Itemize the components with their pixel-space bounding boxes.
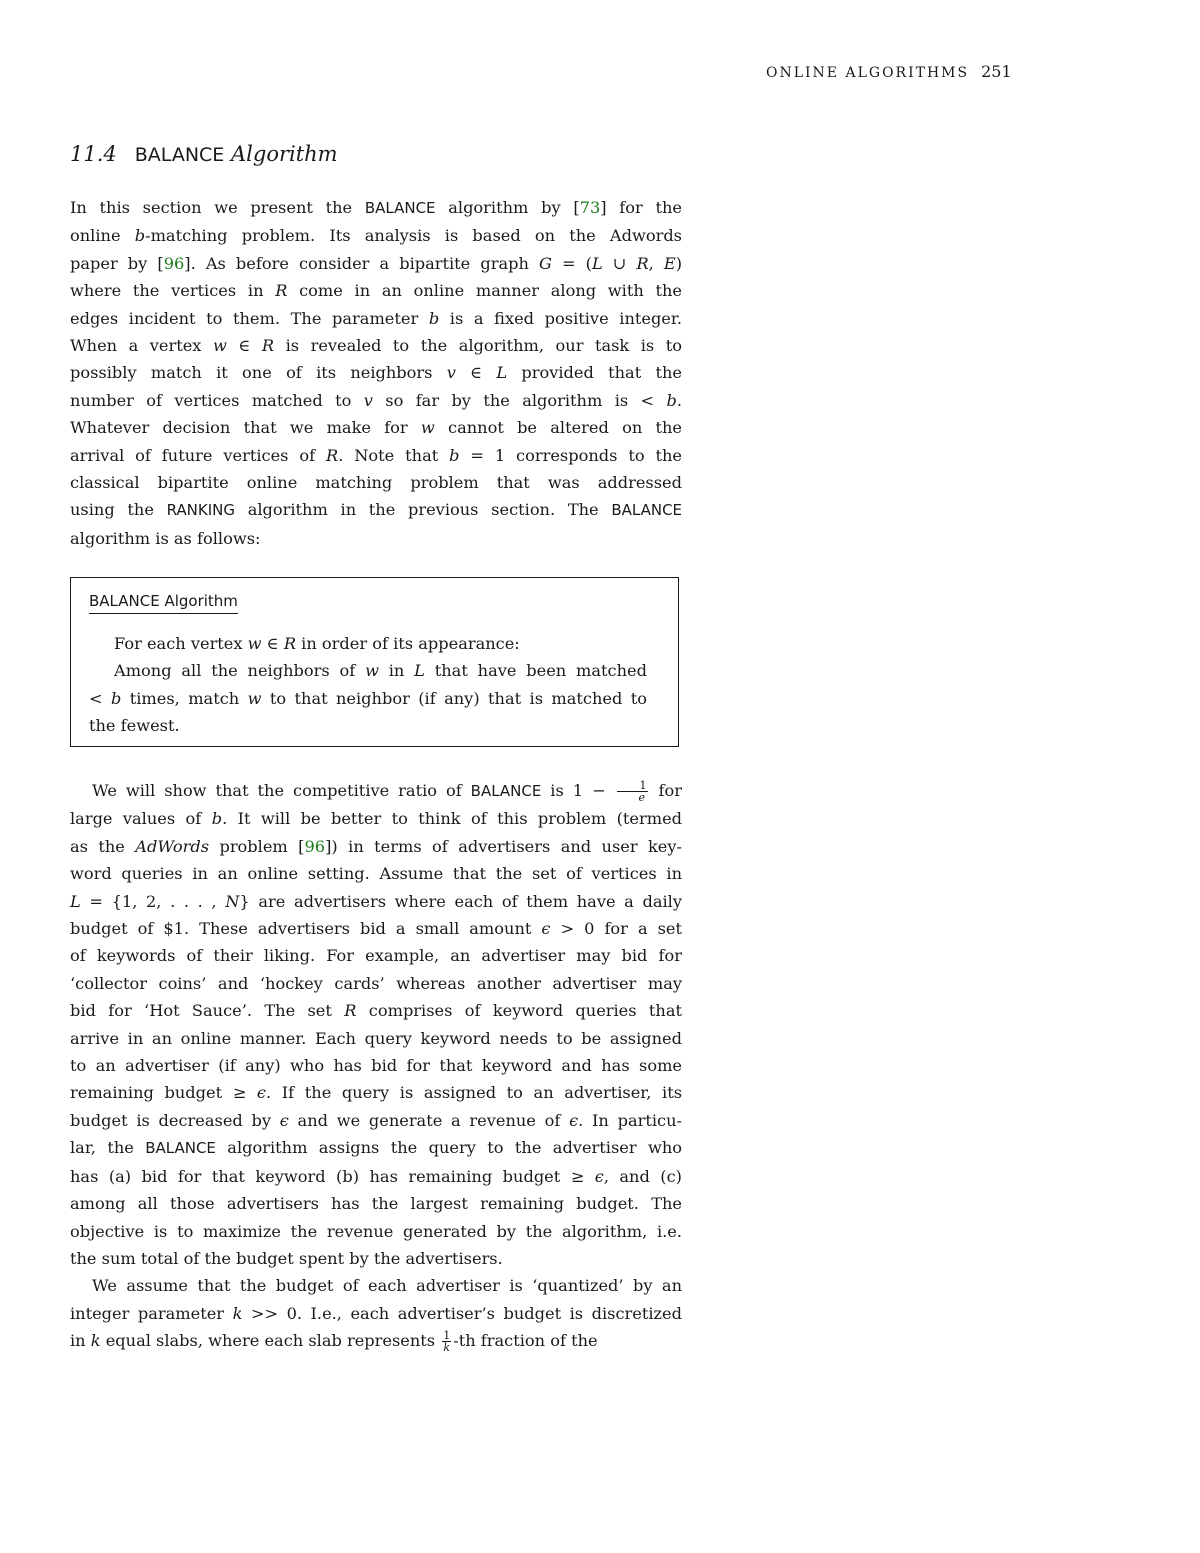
math-symbol: R <box>261 336 275 356</box>
text-line: arrive in an online manner. Each query keyword needs to be assigned <box>70 1028 682 1048</box>
math-symbol: R <box>283 634 297 653</box>
text-line: bid for ‘Hot Sauce’. The set R comprises of keyword queries that <box>70 1001 682 1021</box>
citation-link[interactable]: 96 <box>163 253 185 273</box>
text-line: of keywords of their liking. For example, an advertiser may bid for <box>70 946 682 966</box>
section-name: BALANCE <box>134 144 225 166</box>
text-line: Among all the neighbors of w in L that have been matched <box>114 661 647 681</box>
citation-link[interactable]: 96 <box>304 836 326 856</box>
text-line: using the RANKING algorithm in the previous section. The BALANCE <box>70 500 683 520</box>
text-line: When a vertex w ∈ R is revealed to the algorithm, our task is to <box>70 336 682 356</box>
text-line: remaining budget ≥ ϵ. If the query is assigned to an advertiser, its <box>70 1083 683 1103</box>
math-symbol: L <box>591 253 603 273</box>
text-line: online b-matching problem. Its analysis is based on the Adwords <box>70 226 682 246</box>
text-line: to an advertiser (if any) who has bid for that keyword and has some <box>70 1056 682 1076</box>
math-symbol: w <box>247 634 262 653</box>
math-symbol: w <box>212 336 227 356</box>
text-line: algorithm is as follows: <box>70 528 261 548</box>
math-symbol: E <box>663 253 676 273</box>
text-line: the sum total of the budget spent by the advertisers. <box>70 1248 503 1268</box>
text-line: classical bipartite online matching problem that was addressed <box>70 473 682 493</box>
math-symbol: ϵ <box>594 1166 604 1186</box>
algorithm-box-title: BALANCE Algorithm <box>89 592 238 614</box>
section-number: 11.4 <box>70 142 117 166</box>
algorithm-box-body <box>89 630 647 740</box>
text-line: We will show that the competitive ratio of BALANCE is 1 − $\frac{1}{e}$ for <box>92 779 682 804</box>
text-line: arrival of future vertices of R. Note that b = 1 corresponds to the <box>70 445 682 465</box>
text-line: edges incident to them. The parameter b is a fixed positive integer. <box>70 308 682 328</box>
math-symbol: b <box>110 688 122 708</box>
text-line: Whatever decision that we make for w cannot be altered on the <box>70 418 682 438</box>
math-symbol: AdWords <box>135 836 210 856</box>
citation-link[interactable]: 73 <box>579 198 601 217</box>
math-symbol: G <box>538 253 552 273</box>
math-symbol: R <box>326 445 339 465</box>
math-symbol: ϵ <box>569 1110 579 1130</box>
algorithm-name: BALANCE <box>364 199 436 217</box>
math-symbol: ϵ <box>256 1083 266 1103</box>
section-name-suffix: Algorithm <box>231 142 338 166</box>
math-symbol: N <box>225 891 240 911</box>
text-line: lar, the BALANCE algorithm assigns the query to the advertiser who <box>70 1138 682 1158</box>
text-line: In this section we present the BALANCE algorithm by [73] for the <box>70 198 682 217</box>
math-symbol: L <box>70 891 81 911</box>
text-line: among all those advertisers has the largest remaining budget. The <box>70 1194 682 1214</box>
text-line: budget is decreased by ϵ and we generate a revenue of ϵ. In particu- <box>70 1110 682 1130</box>
math-symbol: b <box>428 308 440 328</box>
text-line: as the AdWords problem [96]) in terms of advertisers and user key- <box>70 836 682 856</box>
page-number: 251 <box>981 62 1012 81</box>
text-line: objective is to maximize the revenue generated by the algorithm, i.e. <box>70 1221 682 1241</box>
math-symbol: ϵ <box>279 1110 289 1130</box>
text-line: ‘collector coins’ and ‘hockey cards’ whereas another advertiser may <box>70 973 682 993</box>
text-line: has (a) bid for that keyword (b) has remaining budget ≥ ϵ, and (c) <box>70 1166 682 1186</box>
text-line: where the vertices in R come in an online manner along with the <box>70 281 682 301</box>
text-line: paper by [96]. As before consider a bipartite graph G = (L ∪ R, E) <box>70 253 683 273</box>
algorithm-name: BALANCE <box>470 782 542 800</box>
math-symbol: w <box>420 418 435 438</box>
math-symbol: k <box>232 1303 243 1323</box>
math-symbol: k <box>90 1331 101 1351</box>
algorithm-box <box>70 577 679 747</box>
text-line: large values of b. It will be better to think of this problem (termed <box>70 809 683 829</box>
math-symbol: R <box>275 281 288 301</box>
text-line: the fewest. <box>89 716 180 736</box>
text-line: integer parameter k >> 0. I.e., each advertiser’s budget is discretized <box>70 1303 682 1323</box>
text-line: < b times, match w to that neighbor (if any) that is matched to <box>89 688 647 708</box>
math-symbol: b <box>449 445 460 465</box>
text-line: L = {1, 2, . . . , N} are advertisers where each of them have a daily <box>70 891 682 911</box>
fraction: $\frac{1}{e}$ <box>617 780 648 803</box>
algorithm-name: BALANCE <box>145 1139 216 1158</box>
math-symbol: v <box>363 390 373 410</box>
math-symbol: b <box>666 390 677 410</box>
math-symbol: b <box>211 809 223 829</box>
paragraph-analysis <box>70 777 682 1355</box>
math-symbol: L <box>496 363 508 383</box>
text-line: possibly match it one of its neighbors v ∈ L provided that the <box>70 363 682 383</box>
algorithm-name: BALANCE <box>611 501 683 520</box>
text-line: in k equal slabs, where each slab represents $\frac{1}{k}$ -th fraction of the <box>70 1329 598 1355</box>
math-symbol: R <box>636 253 649 273</box>
section-heading <box>70 142 338 166</box>
math-symbol: w <box>365 661 379 681</box>
text-line: word queries in an online setting. Assume that the set of vertices in <box>70 864 682 884</box>
text-line: For each vertex w ∈ R in order of its appearance: <box>114 634 520 653</box>
text-line: budget of $1. These advertisers bid a small amount ϵ > 0 for a set <box>70 919 683 939</box>
text-line: number of vertices matched to v so far by the algorithm is < b. <box>70 390 683 410</box>
running-head <box>766 62 1012 81</box>
math-symbol: v <box>446 363 456 383</box>
math-symbol: ϵ <box>541 919 551 939</box>
fraction: $\frac{1}{k}$ <box>443 1329 451 1355</box>
text-line: We assume that the budget of each advertiser is ‘quantized’ by an <box>92 1276 682 1296</box>
math-symbol: R <box>344 1001 357 1021</box>
math-symbol: b <box>134 226 146 246</box>
paragraph-intro <box>70 194 682 552</box>
algorithm-name: RANKING <box>166 501 235 520</box>
math-symbol: L <box>414 661 425 681</box>
running-title: ONLINE ALGORITHMS <box>766 65 970 81</box>
math-symbol: w <box>247 688 262 708</box>
